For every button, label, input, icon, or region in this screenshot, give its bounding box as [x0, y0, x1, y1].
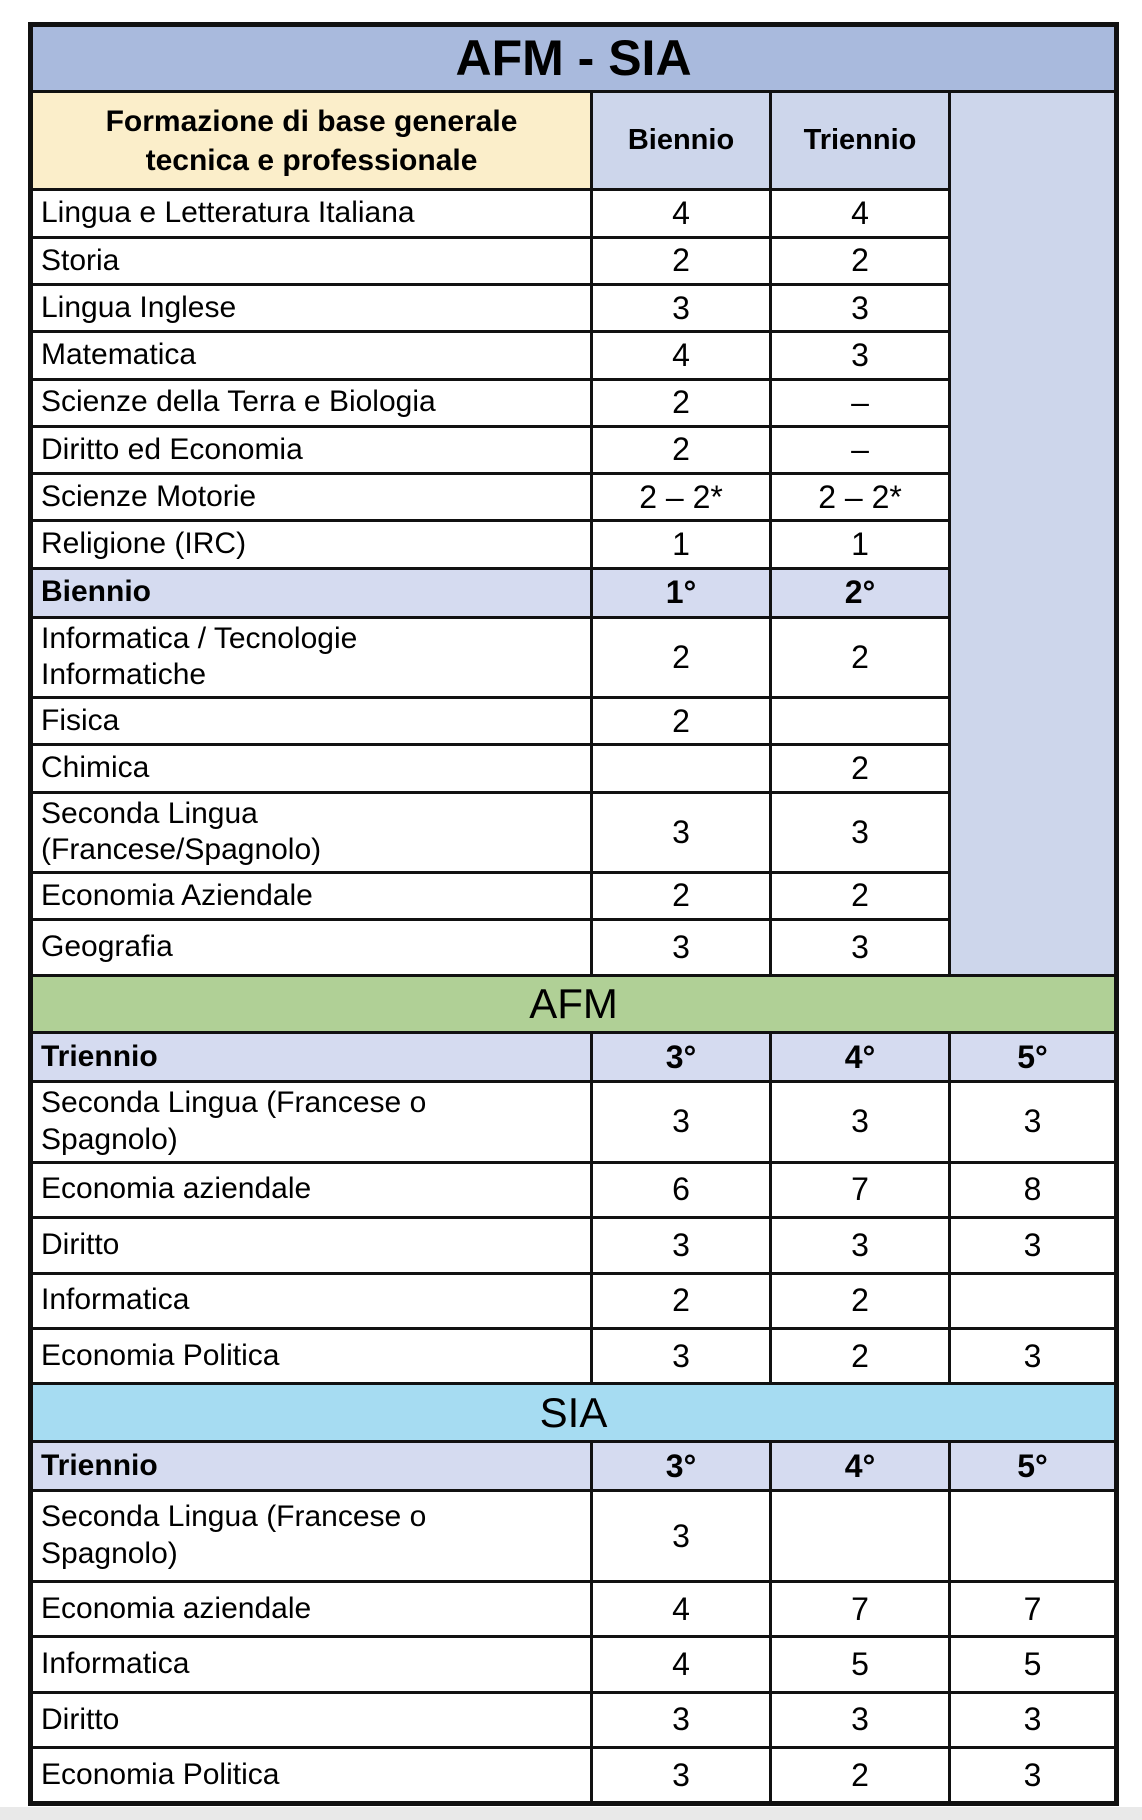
- hours-cell: 4: [592, 1581, 771, 1636]
- year-header: 1°: [592, 568, 771, 617]
- table-row: [31, 1637, 1117, 1692]
- hours-cell: 5: [771, 1637, 950, 1692]
- subject-cell: Economia Aziendale: [31, 872, 592, 919]
- column-header-biennio: Biennio: [592, 91, 771, 190]
- hours-cell: 3: [592, 284, 771, 331]
- table-row: [31, 1162, 1117, 1217]
- hours-cell: 2: [771, 872, 950, 919]
- curriculum-table: [28, 22, 1119, 1806]
- subject-line1: Informatica / Tecnologie: [41, 621, 358, 655]
- hours-cell: 2: [592, 379, 771, 426]
- year-header: 2°: [771, 568, 950, 617]
- hours-cell: 3: [592, 792, 771, 872]
- subject-cell: Informatica: [31, 1273, 592, 1328]
- table-row: [31, 1033, 1117, 1082]
- hours-cell: 3: [771, 1692, 950, 1747]
- empty-merged-column: [950, 91, 1117, 975]
- page-bottom-strip: [0, 1807, 1142, 1820]
- subject-cell: Diritto: [31, 1692, 592, 1747]
- section-title-afm: AFM: [31, 975, 1117, 1033]
- hours-cell: 2: [592, 426, 771, 473]
- group-label-triennio-afm: Triennio: [31, 1033, 592, 1082]
- table-row: [31, 1384, 1117, 1442]
- hours-cell: [950, 1273, 1117, 1328]
- hours-cell: 4: [592, 190, 771, 237]
- group-label-triennio-sia: Triennio: [31, 1442, 592, 1491]
- table-row: [31, 1748, 1117, 1804]
- table-row: [31, 1442, 1117, 1491]
- hours-cell: 3: [592, 1491, 771, 1581]
- hours-cell: 8: [950, 1162, 1117, 1217]
- hours-cell: 1: [592, 521, 771, 568]
- table-row: [31, 1491, 1117, 1581]
- hours-cell: 2: [592, 1273, 771, 1328]
- year-header: 5°: [950, 1033, 1117, 1082]
- hours-cell: 3: [592, 1328, 771, 1383]
- subject-cell: Economia aziendale: [31, 1162, 592, 1217]
- subject-cell: Informatica: [31, 1637, 592, 1692]
- table-row: [31, 1581, 1117, 1636]
- hours-cell: 3: [771, 1218, 950, 1273]
- hours-cell: 4: [592, 1637, 771, 1692]
- hours-cell: 3: [592, 920, 771, 975]
- hours-cell: 3: [771, 332, 950, 379]
- hours-cell: 4: [771, 190, 950, 237]
- hours-cell: 2: [771, 1328, 950, 1383]
- subject-cell: Diritto: [31, 1218, 592, 1273]
- subject-line2: Informatiche: [41, 658, 207, 692]
- hours-cell: [771, 1491, 950, 1581]
- subject-cell: Religione (IRC): [31, 521, 592, 568]
- section-title-sia: SIA: [31, 1384, 1117, 1442]
- subject-cell: Storia: [31, 237, 592, 284]
- subject-line1: Seconda Lingua (Francese o: [41, 1500, 427, 1534]
- subject-cell: Scienze Motorie: [31, 474, 592, 521]
- table-row: [31, 1273, 1117, 1328]
- table-row: [31, 91, 1117, 190]
- hours-cell: 7: [950, 1581, 1117, 1636]
- hours-cell: 5: [950, 1637, 1117, 1692]
- hours-cell: 3: [950, 1082, 1117, 1162]
- hours-cell: 2: [771, 1748, 950, 1804]
- year-header: 3°: [592, 1033, 771, 1082]
- subject-cell: Chimica: [31, 745, 592, 792]
- hours-cell: 7: [771, 1581, 950, 1636]
- subject-cell: [31, 1491, 592, 1581]
- subject-line2: (Francese/Spagnolo): [41, 833, 322, 867]
- year-header: 4°: [771, 1033, 950, 1082]
- subject-cell: Geografia: [31, 920, 592, 975]
- hours-cell: 2: [771, 1273, 950, 1328]
- hours-cell: 3: [950, 1748, 1117, 1804]
- hours-cell: 3: [592, 1218, 771, 1273]
- hours-cell: 6: [592, 1162, 771, 1217]
- year-header: 4°: [771, 1442, 950, 1491]
- subject-cell: [31, 1082, 592, 1162]
- hours-cell: 2: [771, 237, 950, 284]
- hours-cell: 2: [592, 698, 771, 745]
- hours-cell: 2: [771, 617, 950, 697]
- subject-cell: Matematica: [31, 332, 592, 379]
- hours-cell: 3: [950, 1218, 1117, 1273]
- subject-cell: Economia aziendale: [31, 1581, 592, 1636]
- table-row: [31, 975, 1117, 1033]
- hours-cell: 7: [771, 1162, 950, 1217]
- subject-line1: Seconda Lingua (Francese o: [41, 1086, 427, 1120]
- year-header: 3°: [592, 1442, 771, 1491]
- hours-cell: [771, 698, 950, 745]
- subject-cell: [31, 617, 592, 697]
- subject-cell: Lingua Inglese: [31, 284, 592, 331]
- table-row: [31, 1328, 1117, 1383]
- subject-cell: Economia Politica: [31, 1748, 592, 1804]
- subject-line1: Seconda Lingua: [41, 796, 258, 830]
- column-header-subject: [31, 91, 592, 190]
- hours-cell: 2 – 2*: [771, 474, 950, 521]
- hours-cell: 1: [771, 521, 950, 568]
- hours-cell: 3: [771, 792, 950, 872]
- subject-line2: Spagnolo): [41, 1122, 178, 1156]
- subject-cell: Diritto ed Economia: [31, 426, 592, 473]
- hours-cell: –: [771, 379, 950, 426]
- hours-cell: 2: [592, 237, 771, 284]
- hours-cell: 2 – 2*: [592, 474, 771, 521]
- hours-cell: –: [771, 426, 950, 473]
- group-label-biennio: Biennio: [31, 568, 592, 617]
- hours-cell: 2: [592, 617, 771, 697]
- subject-cell: Lingua e Letteratura Italiana: [31, 190, 592, 237]
- hours-cell: 4: [592, 332, 771, 379]
- table-row: [31, 25, 1117, 92]
- hours-cell: [950, 1491, 1117, 1581]
- hours-cell: 3: [592, 1692, 771, 1747]
- year-header: 5°: [950, 1442, 1117, 1491]
- table-row: [31, 1692, 1117, 1747]
- hours-cell: [592, 745, 771, 792]
- table-row: [31, 1218, 1117, 1273]
- subject-line2: Spagnolo): [41, 1537, 178, 1571]
- hours-cell: 3: [771, 1082, 950, 1162]
- hours-cell: 3: [950, 1328, 1117, 1383]
- hours-cell: 3: [592, 1082, 771, 1162]
- subject-cell: Economia Politica: [31, 1328, 592, 1383]
- subject-cell: [31, 792, 592, 872]
- column-header-subject-line1: Formazione di base generale: [105, 104, 518, 138]
- column-header-subject-line2: tecnica e professionale: [145, 143, 478, 177]
- hours-cell: 3: [592, 1748, 771, 1804]
- subject-cell: Scienze della Terra e Biologia: [31, 379, 592, 426]
- page-title: AFM - SIA: [31, 25, 1117, 92]
- hours-cell: 2: [592, 872, 771, 919]
- hours-cell: 2: [771, 745, 950, 792]
- hours-cell: 3: [771, 920, 950, 975]
- hours-cell: 3: [771, 284, 950, 331]
- hours-cell: 3: [950, 1692, 1117, 1747]
- subject-cell: Fisica: [31, 698, 592, 745]
- column-header-triennio: Triennio: [771, 91, 950, 190]
- table-row: [31, 1082, 1117, 1162]
